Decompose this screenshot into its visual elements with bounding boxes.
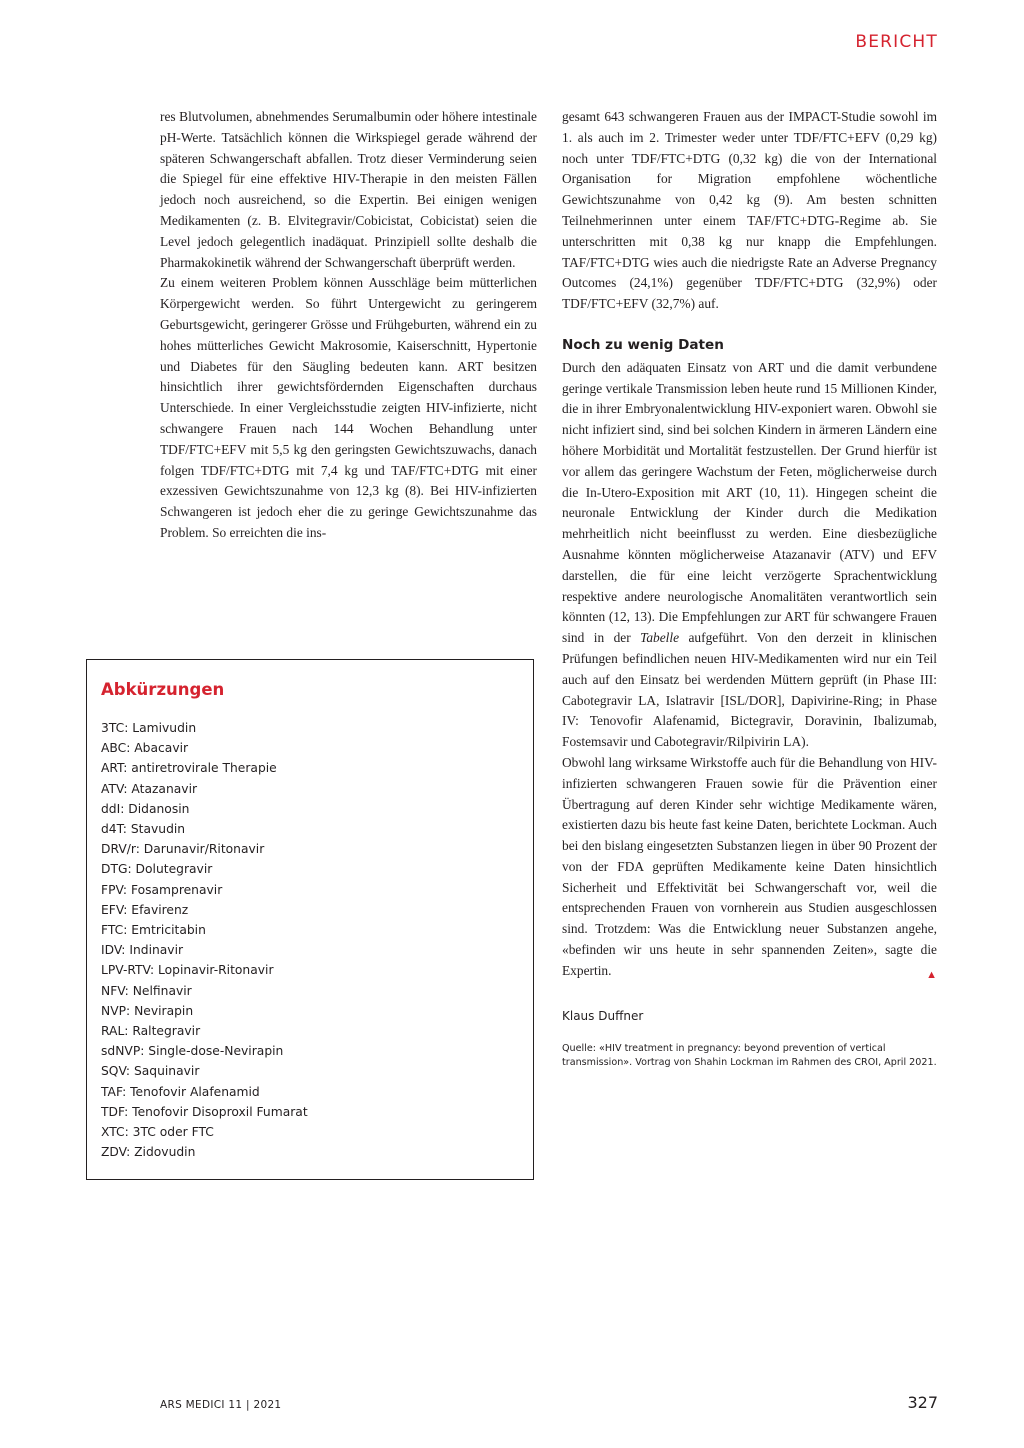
right-text-column [562,107,937,1070]
abbreviation-item: ATV: Atazanavir [101,781,198,796]
body-paragraph: gesamt 643 schwangeren Frauen aus der IMPACT-Studie sowohl im 1. als auch im 2. Trimester weder unter TDF/FTC+EFV (0,29 kg) noch unter TDF/FTC+DTG (0,32 kg) die von der International Organisation for Migration empfohlene wöchentliche Gewichtszunahme von 0,42 kg (9). Am besten schnitten Teilnehmerinnen unter einem TAF/FTC+DTG-Regime ab. Sie unterschritten mit 0,38 kg nur knapp die Empfehlungen. TAF/FTC+DTG wies auch die niedrigste Rate an Adverse Pregnancy Outcomes (24,1%) gegenüber TDF/FTC+DTG (32,9%) oder TDF/FTC+EFV (32,7%) auf. [562,109,937,312]
abbreviation-item: RAL: Raltegravir [101,1024,201,1039]
abbreviation-item: ZDV: Zidovudin [101,1145,196,1160]
abbreviation-item: NVP: Nevirapin [101,1003,194,1018]
body-paragraph: Zu einem weiteren Problem können Ausschläge beim mütterlichen Körpergewicht werden. So führt Untergewicht zu geringerem Geburtsgewicht, geringerer Grösse und Frühgeburten, während ein zu hohes mütterliches Gewicht Makrosomie, Kaiserschnitt, Hypertonie und Diabetes für den Säugling bedeuten kann. ART besitzen hinsichtlich ihrer gewichtsfördernden Eigenschaften durchaus Unterschiede. In einer Vergleichsstudie zeigten HIV-infizierte, nicht schwangere Frauen nach 144 Wochen Behandlung unter TDF/FTC+EFV mit 5,5 kg den geringsten Gewichtszuwachs, danach folgen TDF/FTC+DTG mit 7,4 kg und TAF/FTC+DTG mit einer exzessiven Gewichtszunahme von 12,3 kg (8). Bei HIV-infizierten Schwangeren ist jedoch eher die zu geringe Gewichtszunahme das Problem. So erreichten die ins- [160,275,537,540]
abbreviation-item: FPV: Fosamprenavir [101,882,223,897]
abbreviation-item: ABC: Abacavir [101,741,189,756]
page-number: 327 [907,1393,938,1412]
abbreviation-item: TAF: Tenofovir Alafenamid [101,1084,260,1099]
body-paragraph [562,753,937,982]
abbreviation-item: SQV: Saquinavir [101,1064,200,1079]
abbreviation-item: LPV-RTV: Lopinavir-Ritonavir [101,963,274,978]
section-subheading: Noch zu wenig Daten [562,336,724,353]
journal-issue: ARS MEDICI 11 | 2021 [160,1399,282,1411]
abbreviation-item: FTC: Emtricitabin [101,923,206,938]
abbreviation-item: sdNVP: Single-dose-Nevirapin [101,1044,284,1059]
abbreviations-list [101,718,308,1162]
table-reference: Tabelle [640,630,680,646]
body-paragraph: res Blutvolumen, abnehmendes Serumalbumin oder höhere intestinale pH-Werte. Tatsächlich können die Wirkspiegel gerade während der späteren Schwangerschaft abfallen. Trotz dieser Verminderung seien die Spiegel für eine effektive HIV-Therapie in den meisten Fällen jedoch noch ausreichend, so die Expertin. Bei einigen wenigen Medikamenten (z. B. Elvitegravir/Cobicistat, Cobicistat) seien die Level jedoch gelegentlich inadäquat. Prinzipiell sollte deshalb die Pharmakokinetik während der Schwangerschaft überprüft werden. [160,109,537,270]
abbreviation-item: DTG: Dolutegravir [101,862,213,877]
abbreviation-item: ddI: Didanosin [101,801,190,816]
abbreviation-item: d4T: Stavudin [101,822,186,837]
abbreviations-box [86,659,534,1180]
left-text-column [160,107,537,544]
paragraph-text: Obwohl lang wirksame Wirkstoffe auch für die Behandlung von HIV-infizierten schwangeren Frauen sowie für die Prävention einer Übertragung auf deren Kinder sehr wichtige Medikamente wären, existierten dazu bis heute fast keine Daten, berichtete Lockman. Auch bei den bislang eingesetzten Substanzen liegen in über 90 Prozent der von der FDA geprüften Medikamente keine Daten hinsichtlich Sicherheit und Effektivität bei Schwangerschaft vor, weil die entsprechenden Frauen von vornherein aus Studien ausgeschlossen sind. Trotzdem: Was die Entwicklung neuer Substanzen angehe, «befinden wir uns heute in sehr spannenden Zeiten», sagte die Expertin. [562,754,937,978]
abbreviation-item: NFV: Nelfinavir [101,983,192,998]
abbreviation-item: ART: antiretrovirale Therapie [101,761,277,776]
abbreviations-title: Abkürzungen [101,680,225,699]
paragraph-text: Durch den adäquaten Einsatz von ART und die damit verbundene geringe vertikale Transmission leben heute rund 15 Millionen Kinder, die in ihrer Embryonalentwicklung HIV-exponiert waren. Obwohl sie nicht infiziert sind, sind bei solchen Kindern in ärmeren Ländern eine höhere Morbidität und Mortalität festzustellen. Der Grund hierfür ist vor allem das geringere Wachstum der Feten, möglicherweise durch die In-Utero-Exposition mit ART (10, 11). Hingegen scheint die neuronale Entwicklung der Kinder durch die Medikation mehrheitlich nicht beeinflusst zu werden. Eine diesbezügliche Ausnahme könnten möglicherweise Atazanavir (ATV) und EFV darstellen, die für eine leicht verzögerte Sprachentwicklung respektive andere neurologische Anomalitäten verantwortlich sein könnten (12, 13). Die Empfehlungen zur ART für schwangere Frauen sind in der [562,359,937,646]
abbreviation-item: EFV: Efavirenz [101,902,189,917]
author-name: Klaus Duffner [562,1008,644,1023]
section-label: BERICHT [855,32,938,52]
abbreviation-item: IDV: Indinavir [101,943,184,958]
end-of-article-icon: ▲ [926,968,937,981]
abbreviation-item: 3TC: Lamivudin [101,721,197,735]
abbreviation-item: DRV/r: Darunavir/Ritonavir [101,842,265,857]
source-citation: Quelle: «HIV treatment in pregnancy: beyond prevention of vertical transmission». Vortrag von Shahin Lockman im Rahmen des CROI, April 2021. [562,1043,937,1069]
abbreviation-item: TDF: Tenofovir Disoproxil Fumarat [101,1104,308,1119]
body-paragraph [562,358,937,753]
abbreviation-item: XTC: 3TC oder FTC [101,1125,214,1140]
paragraph-text: aufgeführt. Von den derzeit in klinischen Prüfungen befindlichen neuen HIV-Medikamenten wird nur ein Teil auch auf den Einsatz bei werdenden Müttern geprüft (in Phase III: Cabotegravir LA, Islatravir [ISL/DOR], Dapivirine-Ring; in Phase IV: Tenovofir Alafenamid, Bictegravir, Doravinin, Ibalizumab, Fostemsavir und Cabotegravir/Rilpivirin LA). [562,630,937,750]
